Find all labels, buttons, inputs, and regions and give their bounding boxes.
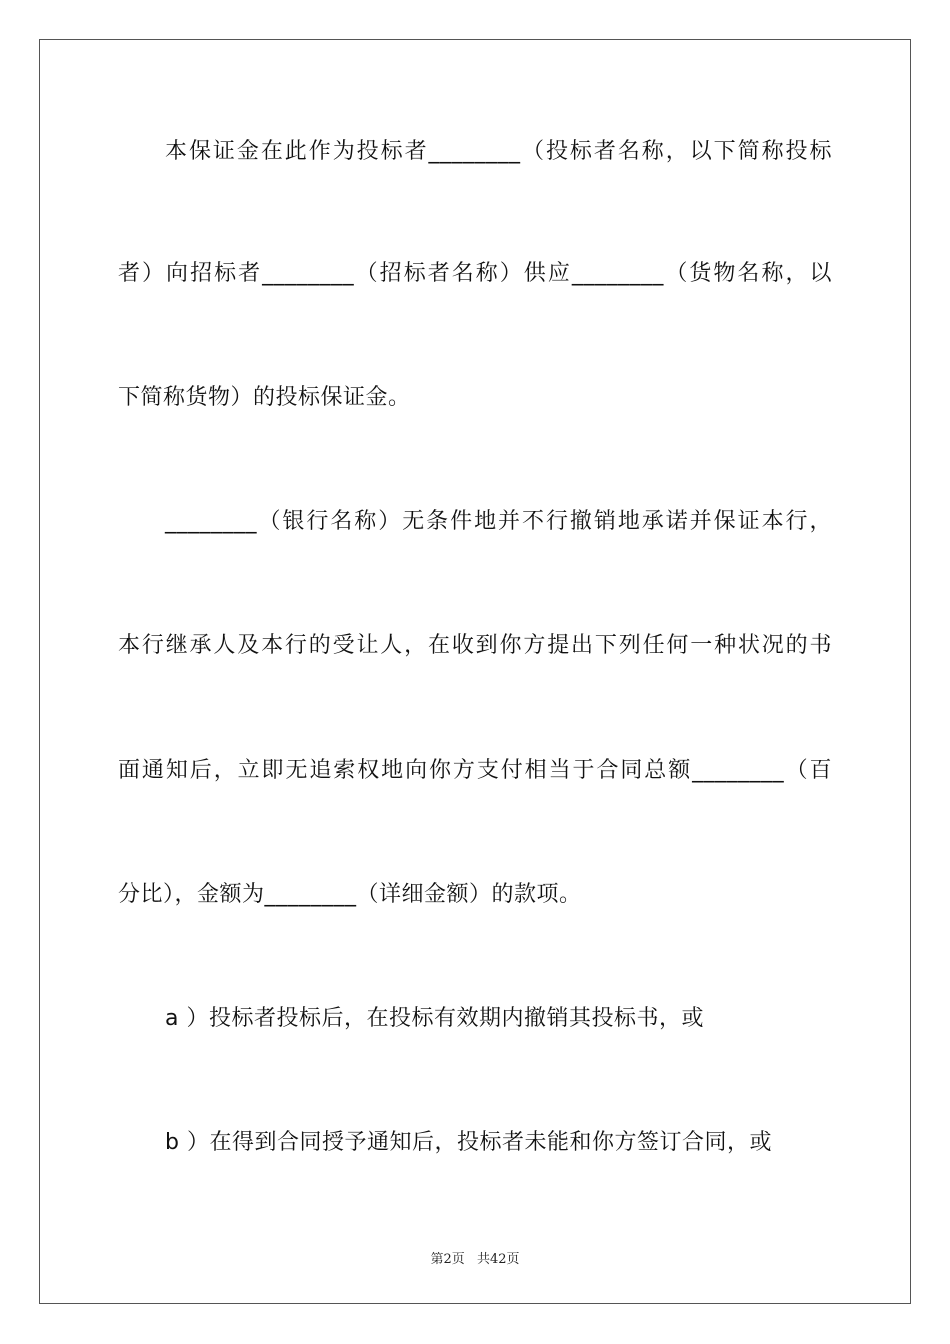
paragraph-2-line-1: ________（银行名称）无条件地并不行撤销地承诺并保证本行， <box>165 509 832 534</box>
paragraph-1-line-3: 下简称货物）的投标保证金。 <box>118 385 411 410</box>
paragraph-1-line-1: 本保证金在此作为投标者________（投标者名称，以下简称投标 <box>165 139 832 164</box>
list-item-b: b ）在得到合同授予通知后，投标者未能和你方签订合同，或 <box>165 1130 772 1155</box>
paragraph-2-line-2: 本行继承人及本行的受让人，在收到你方提出下列任何一种状况的书 <box>118 633 832 658</box>
page-number: 第2页 <box>430 1252 465 1267</box>
paragraph-1-line-2: 者）向招标者________（招标者名称）供应________（货物名称，以 <box>118 261 832 286</box>
paragraph-2-line-4: 分比），金额为________（详细金额）的款项。 <box>118 882 582 907</box>
page-frame <box>39 39 911 1304</box>
page-total: 共42页 <box>476 1252 520 1267</box>
list-item-a: a ）投标者投标后，在投标有效期内撤销其投标书，或 <box>165 1006 704 1031</box>
page-footer <box>0 1248 950 1267</box>
paragraph-2-line-3: 面通知后，立即无追索权地向你方支付相当于合同总额________（百 <box>118 758 832 783</box>
